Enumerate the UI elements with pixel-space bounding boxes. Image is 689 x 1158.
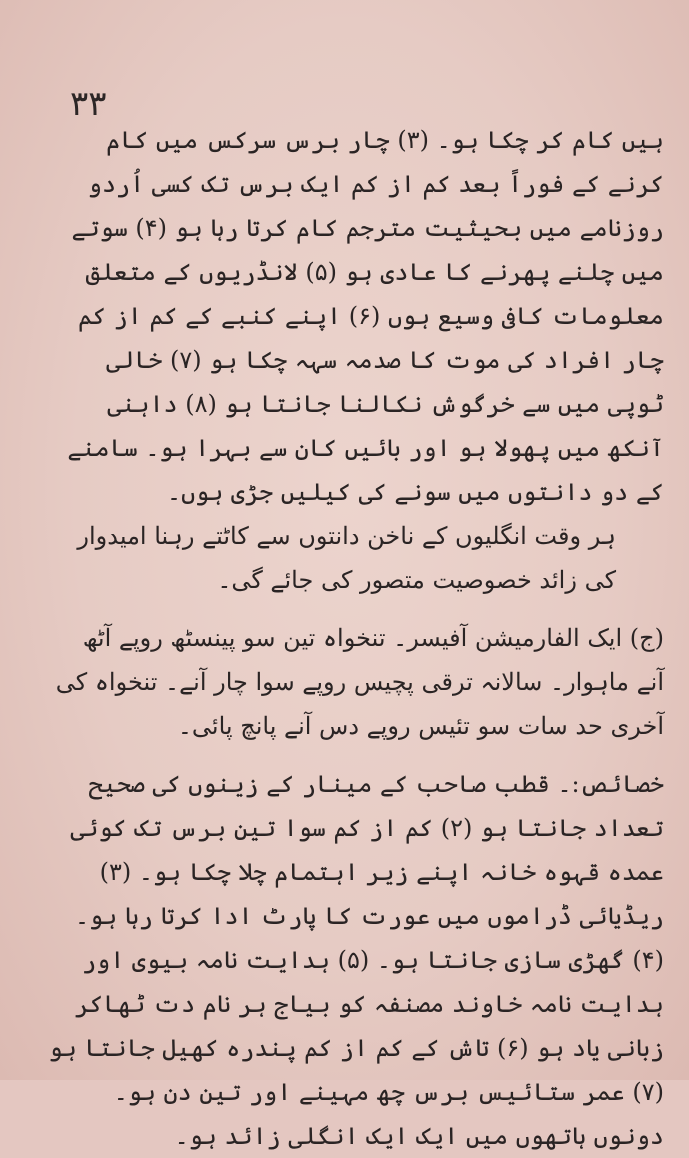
paragraph-3: (ج) ایک الفارمیشن آفیسر۔ تنخواہ تین سو پینسٹھ روپے آٹھ آنے ماہوار۔ سالانہ ترقی پچیس روپے سوا چار آنے۔ تنخواہ کی آخری حد سات سو تئیس روپے دس آنے پانچ پائی۔ (55, 624, 664, 740)
paragraph-4: خصائص:۔ قطب صاحب کے مینار کے زینوں کی صحیح تعداد جانتا ہو (۲) کم از کم سوا تین برس تک کوئی عمدہ قہوہ خانہ اپنے زیر اہتمام چلا چکا ہو۔ (۳) ریڈیائی ڈراموں میں عورت کا پارٹ ادا کرتا رہا ہو۔ (۴) گھڑی سازی جانتا ہو۔ (۵) ہدایت نامہ بیوی اور ہدایت نامہ خاوند مصنفہ کو بیاج ہر نام دت ٹھاکر زبانی یاد ہو (۶) تاش کے کم از کم پندرہ کھیل جانتا ہو (۷) عمر ستائیس برس چھ مہینے اور تین دن ہو۔ دونوں ہاتھوں میں ایک ایک انگلی زائد ہو۔ (48, 770, 664, 1150)
paragraph-2: ہر وقت انگلیوں کے ناخن دانتوں سے کاٹتے رہنا امیدوار کی زائد خصوصیت متصور کی جائے گی۔ (77, 522, 616, 594)
paragraph-1: ہیں کام کر چکا ہو۔ (۳) چار برس سرکس میں کام کرنے کے فوراً بعد کم از کم ایک برس تک کسی اُردو روزنامے میں بحیثیت مترجم کام کرتا رہا ہو (۴) سوتے میں چلنے پھرنے کا عادی ہو (۵) لانڈریوں کے متعلق معلومات کافی وسیع ہوں (۶) اپنے کنبے کے کم از کم چار افراد کی موت کا صدمہ سہہ چکا ہو (۷) خالی ٹوپی میں سے خرگوش نکالنا جانتا ہو (۸) داہنی آنکھ میں پھولا ہو اور بائیں کان سے بہرا ہو۔ سامنے کے دو دانتوں میں سونے کی کیلیں جڑی ہوں۔ (67, 126, 664, 506)
page-text (48, 118, 664, 1158)
page-number: ۳۳ (70, 84, 107, 124)
